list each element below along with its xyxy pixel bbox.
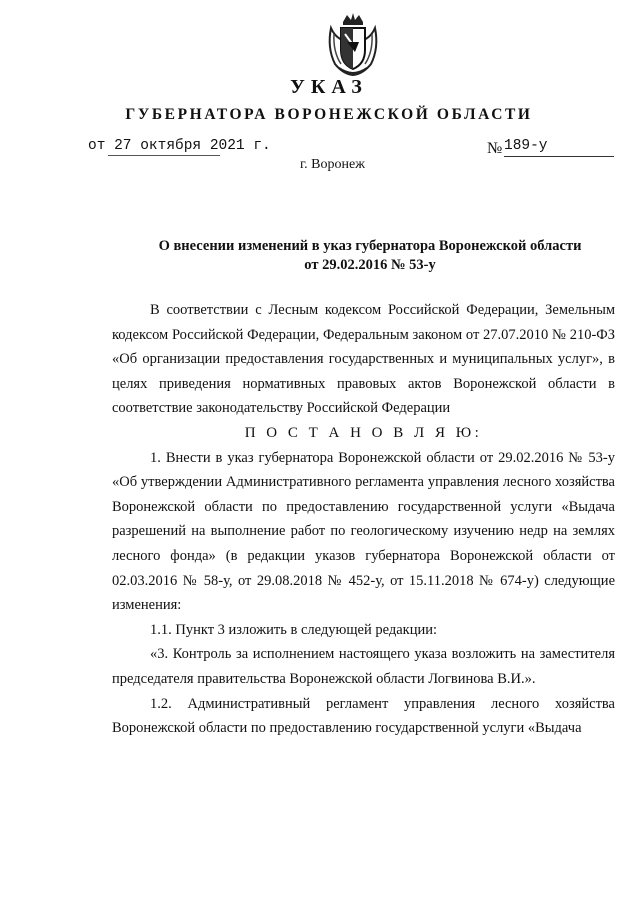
item-1-2-paragraph: 1.2. Административный регламент управления лесного хозяйства Воронежской области по предоставлению государственной услуги «Выдача xyxy=(112,695,615,737)
number-label: № xyxy=(487,140,503,157)
preamble-paragraph: В соответствии с Лесным кодексом Российской Федерации, Земельным кодексом Российской Федерации, Федеральным законом от 27.07.2010 № 210-ФЗ «Об организации предоставления государственных и муниципальных услуг», в целях приведения нормативных правовых актов Воронежской области в соответствие законодательству Российской Федерации xyxy=(112,302,615,417)
heading-line-2: от 29.02.2016 № 53-у xyxy=(304,257,436,273)
coat-of-arms-emblem xyxy=(325,12,381,78)
item-1-1-paragraph: 1.1. Пункт 3 изложить в следующей редакции: xyxy=(150,621,438,638)
date-underline xyxy=(108,155,220,156)
decree-date xyxy=(88,138,271,154)
heading-line-1: О внесении изменений в указ губернатора Воронежской области xyxy=(158,238,582,254)
item-1-1-text-paragraph: «3. Контроль за исполнением настоящего указа возложить на заместителя председателя правительства Воронежской области Логвинова В.И.». xyxy=(112,646,615,687)
document-subtitle: ГУБЕРНАТОРА ВОРОНЕЖСКОЙ ОБЛАСТИ xyxy=(125,106,533,123)
decree-number: 189-у xyxy=(504,138,614,157)
decree-body xyxy=(112,298,615,741)
document-title: УКАЗ xyxy=(290,76,368,98)
date-prefix: от xyxy=(88,138,106,154)
decree-word: П О С Т А Н О В Л Я Ю: xyxy=(244,424,483,441)
city-name: г. Воронеж xyxy=(300,157,365,172)
decree-heading xyxy=(140,237,600,275)
date-suffix: г. xyxy=(253,138,271,154)
item-1-paragraph: 1. Внести в указ губернатора Воронежской области от 29.02.2016 № 53-у «Об утверждении Административного регламента управления лесного хозяйства Воронежской области по предоставлению государственной услуги «Выдача разрешений на выполнение работ по геологическому изучению недр на землях лесного фонда» (в редакции указов губернатора Воронежской области от 02.03.2016 № 58-у, от 29.08.2018 № 452-у, от 15.11.2018 № 674-у) следующие изменения: xyxy=(112,449,615,614)
date-value: 27 октября 2021 xyxy=(114,138,245,154)
